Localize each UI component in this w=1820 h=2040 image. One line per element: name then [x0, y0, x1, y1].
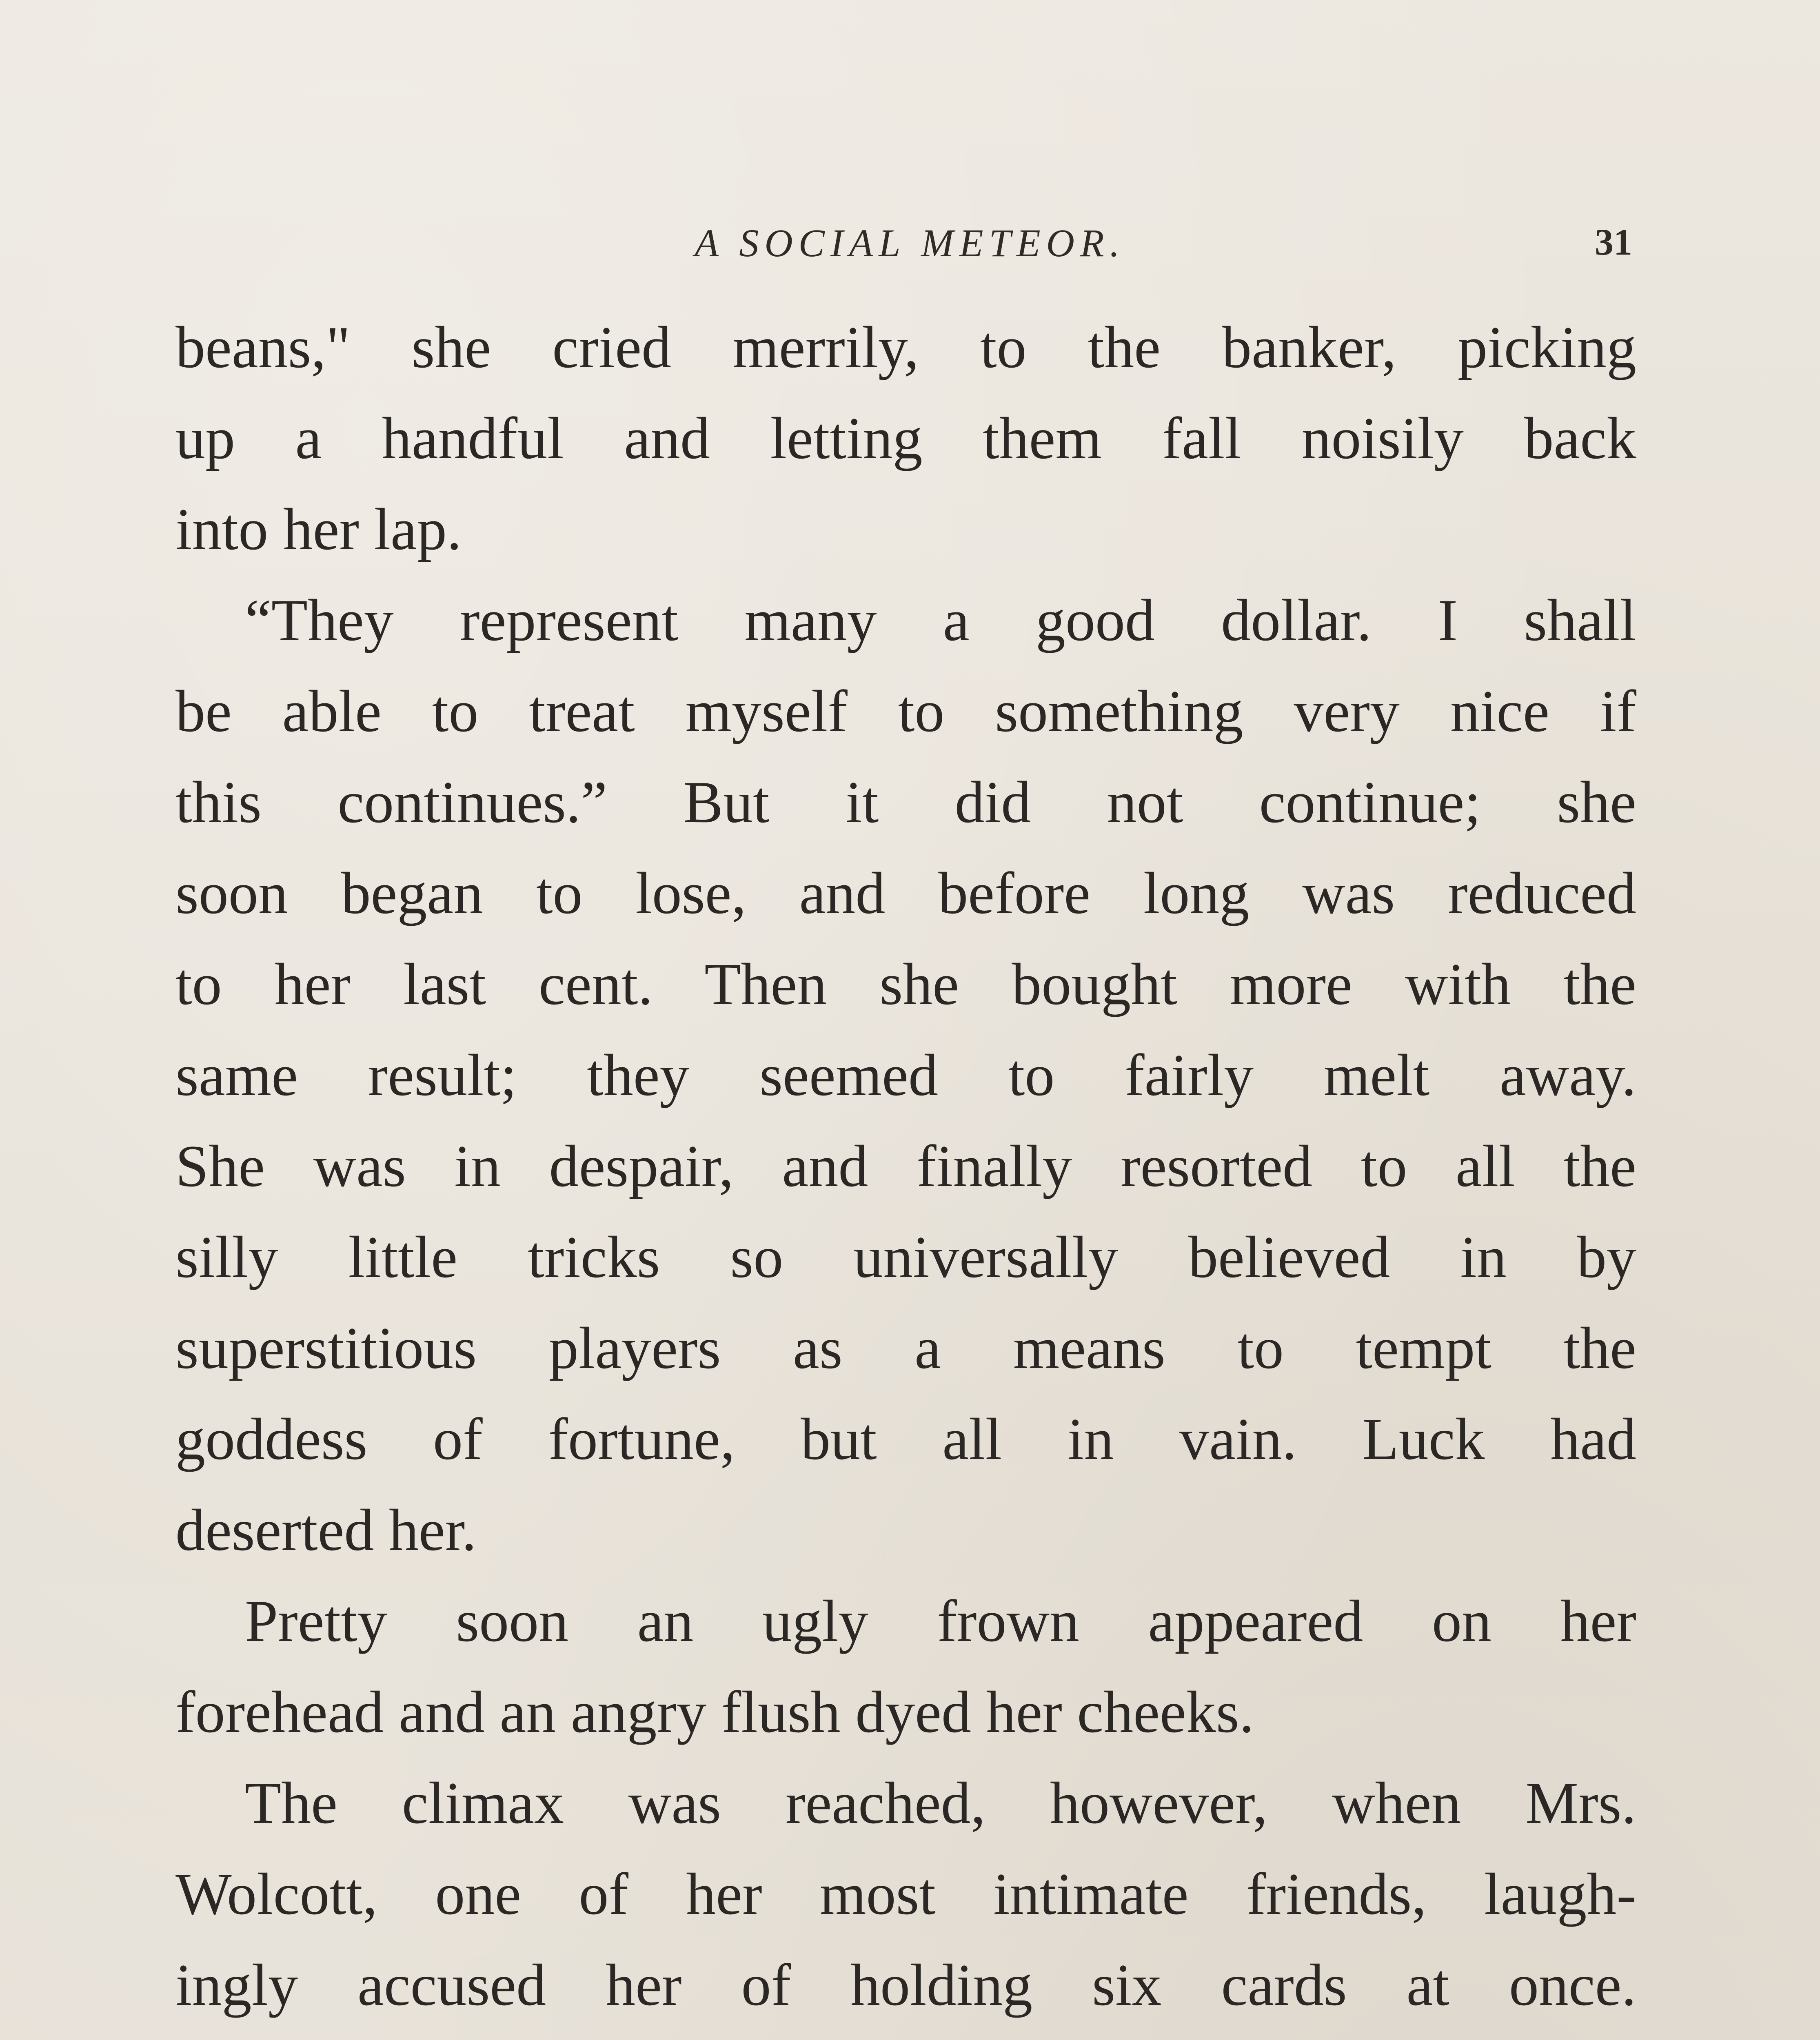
text-line: same result; they seemed to fairly melt away. [175, 1042, 1636, 1108]
text-line: deserted her. [175, 1497, 477, 1563]
text-line: to her last cent. Then she bought more with the [175, 951, 1636, 1017]
text-line: into her lap. [175, 496, 462, 562]
text-line: She was in despair, and finally resorted to all the [175, 1133, 1636, 1199]
text-line: “They represent many a good dollar. I shall [245, 587, 1636, 653]
text-line: up a handful and letting them fall noisily back [175, 405, 1636, 471]
text-line: Pretty soon an ugly frown appeared on her [245, 1588, 1636, 1654]
text-line: soon began to lose, and before long was reduced [175, 860, 1636, 926]
text-line: forehead and an angry flush dyed her cheeks. [175, 1679, 1254, 1745]
text-line: beans," she cried merrily, to the banker, picking [175, 314, 1636, 380]
running-head [188, 220, 1632, 273]
text-line [175, 2031, 1636, 2040]
page-number: 31 [1595, 221, 1632, 263]
text-line: Wolcott, one of her most intimate friends, laugh- [175, 1861, 1636, 1927]
text-line: goddess of fortune, but all in vain. Luck had [175, 1406, 1636, 1472]
body-text [175, 302, 1636, 2040]
running-title: A SOCIAL METEOR. [695, 221, 1125, 265]
text-line: this continues.” But it did not continue; she [175, 769, 1636, 835]
text-line: superstitious players as a means to tempt the [175, 1315, 1636, 1381]
text-line: silly little tricks so universally believed in by [175, 1224, 1636, 1290]
text-line: ingly accused her of holding six cards at once. [175, 1952, 1636, 2018]
text-line: The climax was reached, however, when Mrs. [245, 1770, 1636, 1836]
text-line: be able to treat myself to something very nice if [175, 678, 1636, 744]
